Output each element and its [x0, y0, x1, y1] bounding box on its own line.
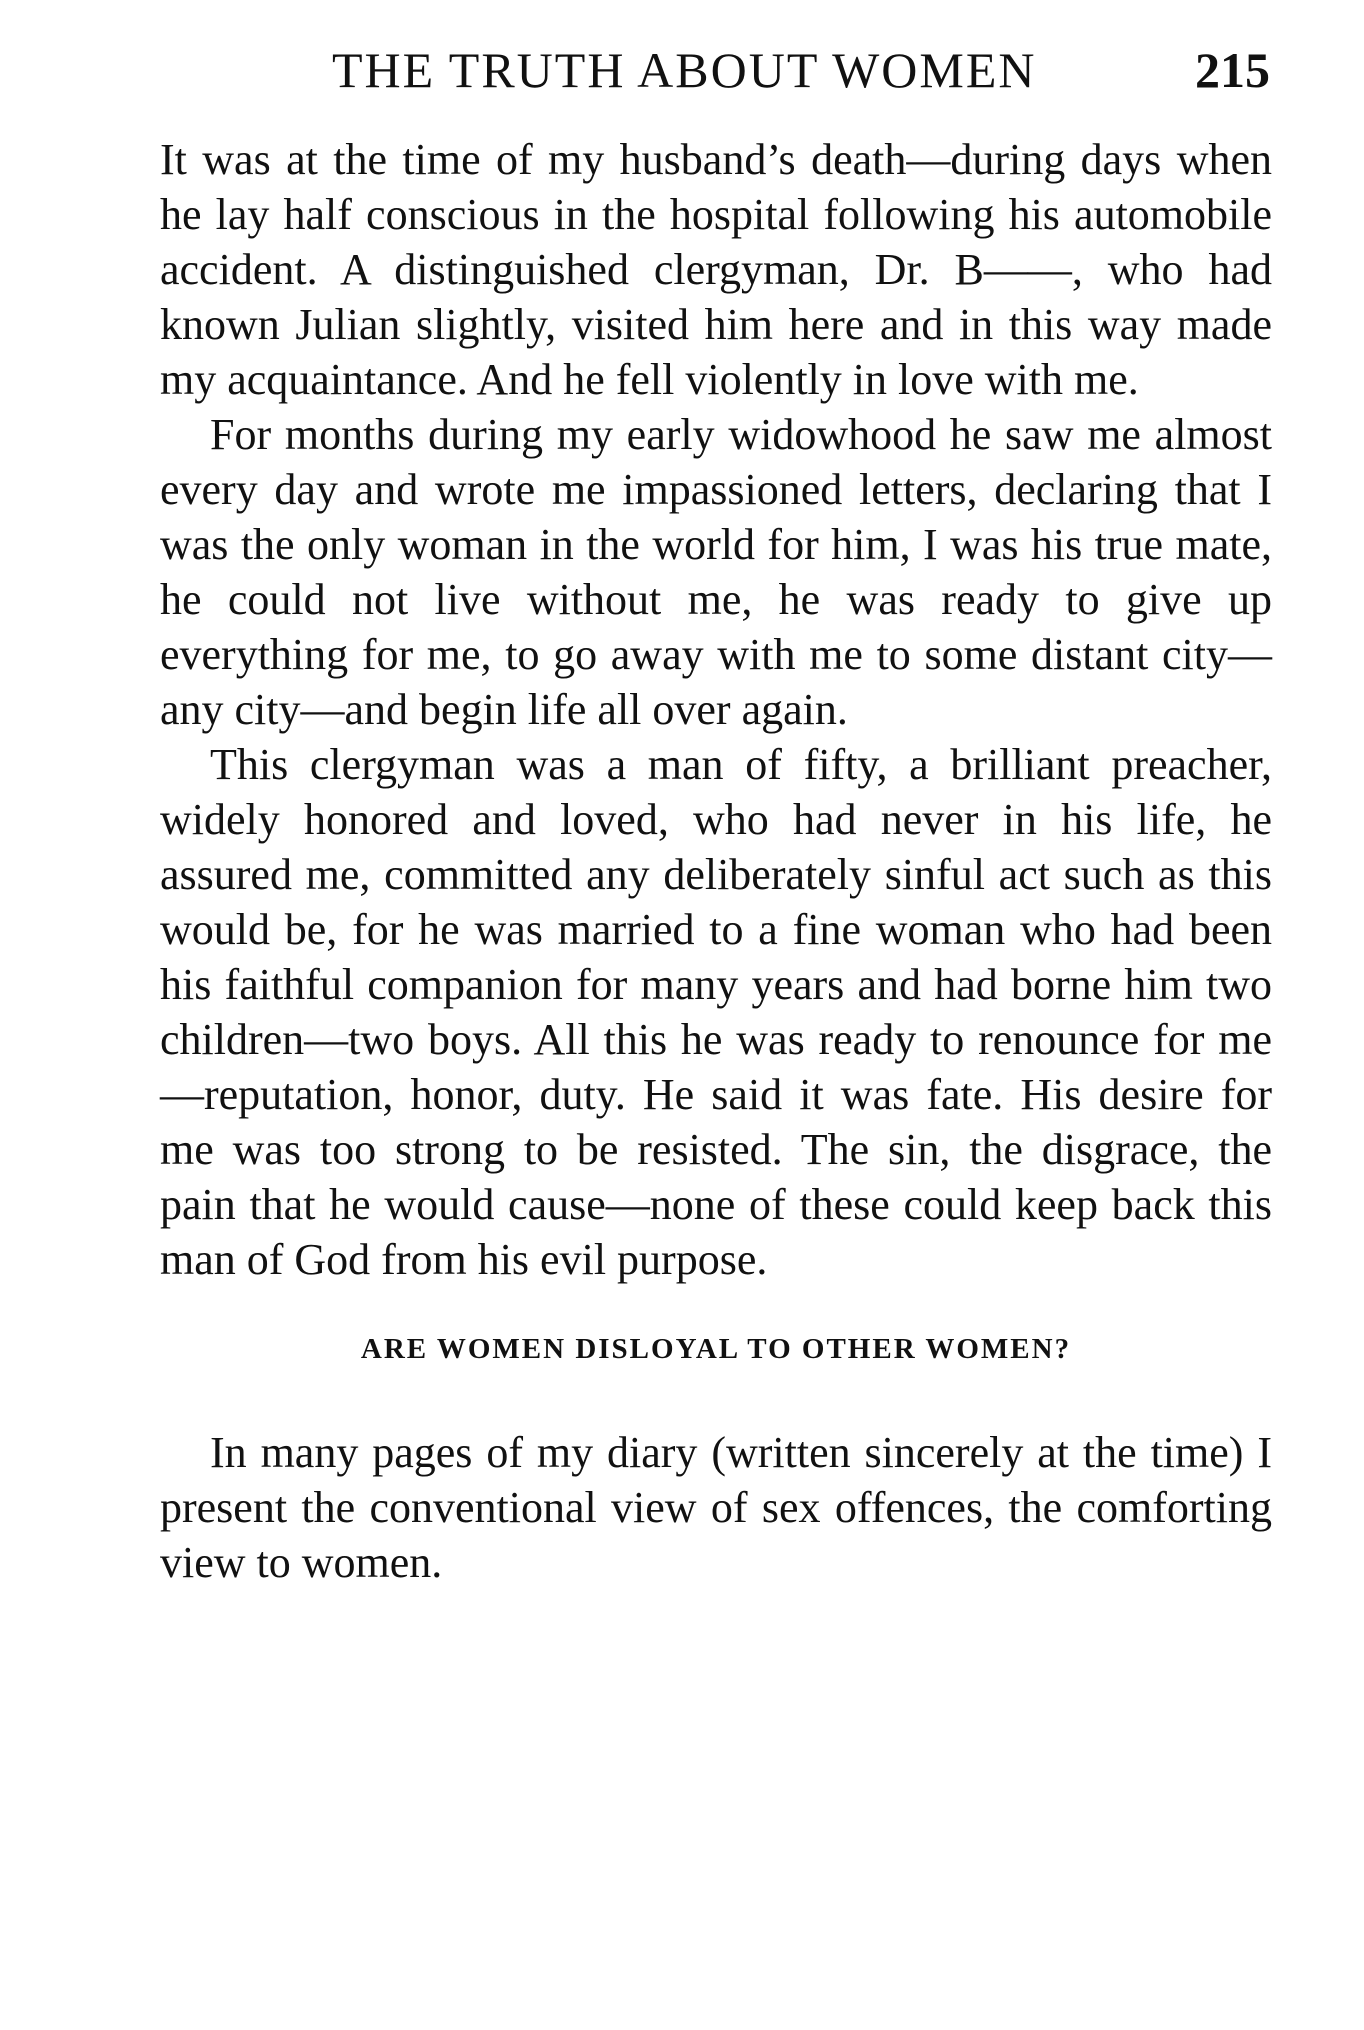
- paragraph-1: It was at the time of my husband’s death—during days when he lay half conscious in the hospital following his automobile accident. A distinguished clergyman, Dr. B——, who had known Julian slightly, visited him here and in this way made my acquaintance. And he fell violently in love with me.: [160, 135, 1272, 404]
- paragraph-2: For months during my early widowhood he saw me almost every day and wrote me impassioned letters, declaring that I was the only woman in the world for him, I was his true mate, he could not live without me, he was ready to give up everything for me, to go away with me to some distant city—any city—and begin life all over again.: [160, 410, 1272, 734]
- paragraph-3: This clergyman was a man of fifty, a brilliant preacher, widely honored and loved, who had never in his life, he assured me, committed any deliberately sinful act such as this would be, for he was married to a fine woman who had been his faithful companion for many years and had borne him two children—two boys. All this he was ready to renounce for me—reputation, honor, duty. He said it was fate. His desire for me was too strong to be resisted. The sin, the disgrace, the pain that he would cause—none of these could keep back this man of God from his evil purpose.: [160, 740, 1272, 1284]
- running-title: THE TRUTH ABOUT WOMEN: [332, 42, 1037, 98]
- running-header: [160, 40, 1270, 100]
- section-body: [160, 1425, 1272, 1590]
- paragraph-4: In many pages of my diary (written sincerely at the time) I present the conventional view of sex offences, the comforting view to women.: [160, 1428, 1272, 1587]
- section-heading: ARE WOMEN DISLOYAL TO OTHER WOMEN?: [360, 1333, 1072, 1365]
- page-number: 215: [1195, 42, 1270, 98]
- body-text: [160, 132, 1272, 1287]
